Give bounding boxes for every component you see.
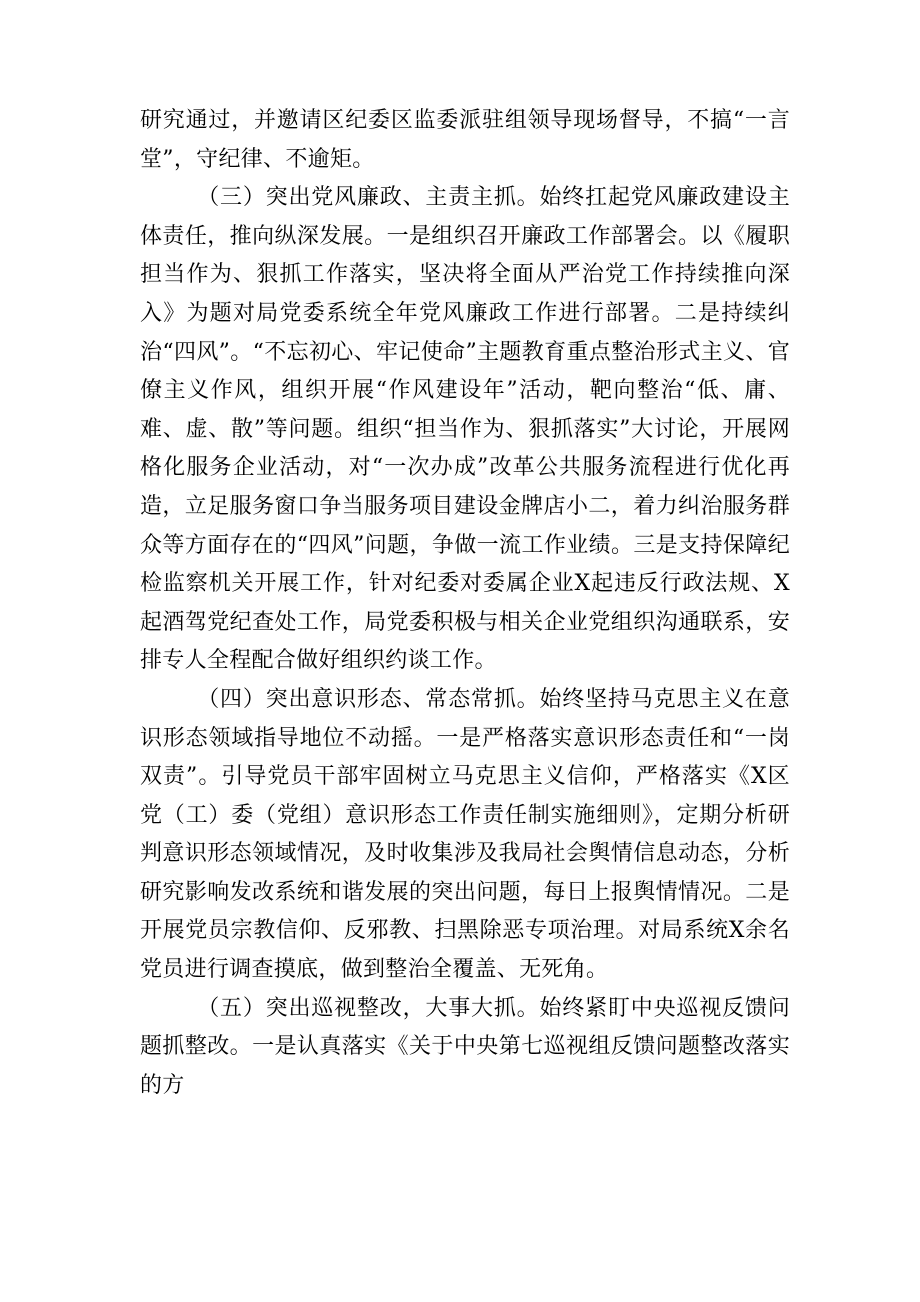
paragraph-continuation: 研究通过，并邀请区纪委区监委派驻组领导现场督导，不搞“一言堂”，守纪律、不逾矩。 <box>140 108 790 172</box>
paragraph-section-four: （四）突出意识形态、常态常抓。始终坚持马克思主义在意识形态领域指导地位不动摇。一是严格落实意识形态责任和“一岗双责”。引导党员干部牢固树立马克思主义信仰，严格落实《X区党（工）委（党组）意识形态工作责任制实施细则》，定期分析研判意识形态领域情况，及时收集涉及我局社会舆情信息动态，分析研究影响发改系统和谐发展的突出问题，每日上报舆情情况。二是开展党员宗教信仰、反邪教、扫黑除恶专项治理。对局系统X余名党员进行调查摸底，做到整治全覆盖、无死角。 <box>140 686 790 983</box>
paragraph-section-five: （五）突出巡视整改，大事大抓。始终紧盯中央巡视反馈问题抓整改。一是认真落实《关于中央第七巡视组反馈问题整改落实的方 <box>140 995 790 1098</box>
paragraph-section-three: （三）突出党风廉政、主责主抓。始终扛起党风廉政建设主体责任，推向纵深发展。一是组织召开廉政工作部署会。以《履职担当作为、狠抓工作落实，坚决将全面从严治党工作持续推向深入》为题对局党委系统全年党风廉政工作进行部署。二是持续纠治“四风”。“不忘初心、牢记使命”主题教育重点整治形式主义、官僚主义作风，组织开展“作风建设年”活动，靶向整治“低、庸、难、虚、散”等问题。组织“担当作为、狠抓落实”大讨论，开展网格化服务企业活动，对“一次办成”改革公共服务流程进行优化再造，立足服务窗口争当服务项目建设金牌店小二，着力纠治服务群众等方面存在的“四风”问题，争做一流工作业绩。三是支持保障纪检监察机关开展工作，针对纪委对委属企业X起违反行政法规、X起酒驾党纪查处工作，局党委积极与相关企业党组织沟通联系，安排专人全程配合做好组织约谈工作。 <box>140 185 790 674</box>
document-body <box>140 102 790 1105</box>
